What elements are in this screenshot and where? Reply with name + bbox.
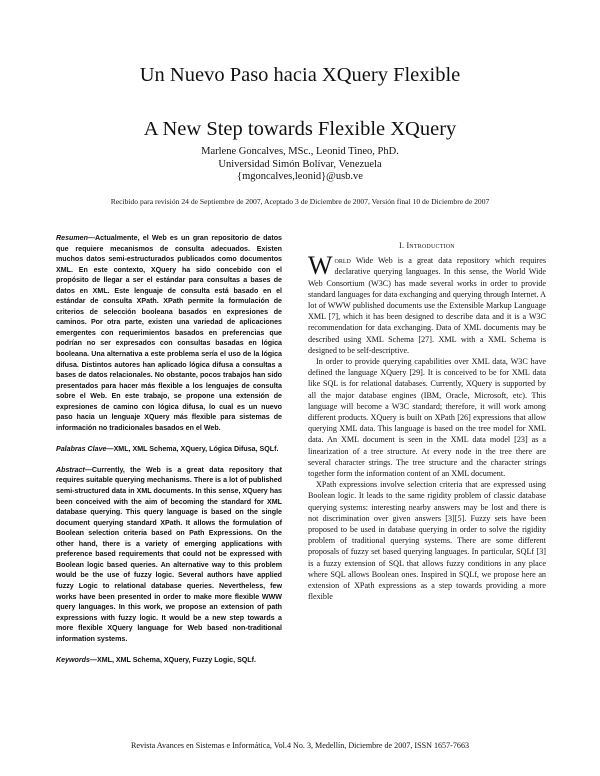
right-column (308, 240, 546, 603)
title-english: A New Step towards Flexible XQuery (143, 118, 457, 140)
author-block (0, 146, 600, 184)
left-column (56, 233, 282, 676)
palabras-clave-lead: Palabras Clave (56, 444, 107, 453)
received-dates: Recibido para revisión 24 de Septiembre de 2007, Aceptado 3 de Diciembre de 2007, Versión final 10 de Diciembre de 2007 (110, 197, 490, 206)
intro-p1-text: Wide Web is a great data repository which requires declarative querying languages. In this sense, the World Wide Web Consortium (W3C) has made several works in order to provide standard languages for data exchanging and querying through Internet. A lot of WWW published documents use the Extensible Markup Language XML [7], which it has been designed to describe data and it is a W3C recommendation for data exchanging. Data of XML documents may be described using XML Schema [27]. XML with a XML Schema is designed to be self-descriptive. (308, 256, 546, 355)
authors: Marlene Goncalves, MSc., Leonid Tineo, PhD. (201, 146, 399, 157)
resumen-paragraph (56, 233, 282, 433)
abstract-text: —Currently, the Web is a great data repository that requires suitable querying mechanisms. There is a lot of published semi-structured data in XML documents. In this sense, XQuery has been conceived with the aim of becoming the standard for XML database querying. This query language is based on the single document querying standard XPath. It allows the formulation of Boolean selection criteria based on Path Expressions. On the other hand, there is a variety of emerging applications with preference based requirements that could not be expressed with Boolean logic based queries. An alternative way to this problem would be the use of fuzzy logic. Several authors have applied fuzzy Logic to relational database queries. Nevertheless, few works have been presented in order to make more flexible WWW query languages. In this work, we propose an extension of path expressions with fuzzy logic. It would be a new step towards a more flexible XQuery language for Web based non-traditional information systems. (56, 465, 282, 643)
palabras-clave-paragraph (56, 444, 282, 455)
affiliation: Universidad Simón Bolívar, Venezuela (218, 158, 382, 170)
intro-paragraph-2: In order to provide querying capabilities over XML data, W3C have defined the language XQuery [29]. It is conceived to be for XML data like SQL is for relational databases. Currently, XQuery is supported by all the major database engines (IBM, Oracle, Microsoft, etc). This language will become a W3C standard; therefore, it will work among different products. XQuery is built on XPath [26] expressions that allow querying XML data. This language is based on the tree model for XML data. An XML document is seen in the XML data model [23] as a linearization of a tree structure. At every node in the tree there are several character strings. The tree structure and the character strings together form the information content of an XML document. (308, 357, 546, 479)
keywords-text: —XML, XML Schema, XQuery, Fuzzy Logic, SQLf. (89, 655, 256, 664)
first-word-rest: orld (334, 256, 351, 266)
resumen-lead: Resumen (56, 234, 88, 242)
drop-cap: W (308, 251, 333, 281)
abstract-paragraph (56, 465, 282, 644)
keywords-lead: Keywords (56, 655, 90, 664)
resumen-text: —Actualmente, el Web es un gran repositorio de datos que requiere mecanismos de consulta adecuados. Existen muchos datos semi-estructurados publicados como documentos XML. En este contexto, XQuery ha sido concebido con el propósito de llegar a ser el estándar para consultas a bases de datos en XML. Este lenguaje de consulta está basado en el estándar de consulta XPath. XPath permite la formulación de criterios de selección booleana basados en expresiones de caminos. Por otra parte, existen una variedad de aplicaciones emergentes con requerimientos basados en preferencias que podrían no ser expresados con consultas basadas en lógica booleana. Una alternativa a este problema sería el uso de la lógica difusa. Distintos autores han aplicado lógica difusa a consultas a bases de datos relacionales. No obstante, pocos trabajos han sido presentados para hacer más flexible a los lenguajes de consulta sobre el Web. En este trabajo, se propone una extensión de expresiones de camino con lógica difusa, lo cual es un nuevo paso hacia un lenguaje XQuery más flexible para sistemas de información no tradicionales basados en el Web. (56, 234, 282, 432)
section-title: Introduction (406, 241, 455, 250)
journal-footer: Revista Avances en Sistemas e Informática, Vol.4 No. 3, Medellín, Diciembre de 2007, ISSN 1657-7663 (130, 741, 470, 750)
section-heading (308, 240, 546, 251)
email: {mgoncalves,leonid}@usb.ve (237, 171, 363, 182)
palabras-clave-text: —XML, XML Schema, XQuery, Lógica Difusa, SQLf. (106, 444, 279, 453)
title-spanish: Un Nuevo Paso hacia XQuery Flexible (139, 64, 461, 86)
section-number: I. (399, 241, 405, 250)
keywords-paragraph (56, 655, 282, 666)
abstract-lead: Abstract (56, 465, 85, 474)
intro-paragraph-3: XPath expressions involve selection criteria that are expressed using Boolean logic. It leads to the same rigidity problem of classic database querying systems: interesting nearby answers may be lost and there is not discrimination over given answers [3][5]. Fuzzy sets have been proposed to be used in database querying in order to solve the rigidity problem of traditional querying systems. There are some different proposals of fuzzy set based querying languages. In particular, SQLf [3] is a fuzzy extension of SQL that allows fuzzy conditions in any place where SQL allows Boolean ones. Inspired in SQLf, we propose here an extension of XPath expressions as a step towards providing a more flexible (308, 480, 546, 602)
intro-paragraph-1 (308, 251, 546, 356)
